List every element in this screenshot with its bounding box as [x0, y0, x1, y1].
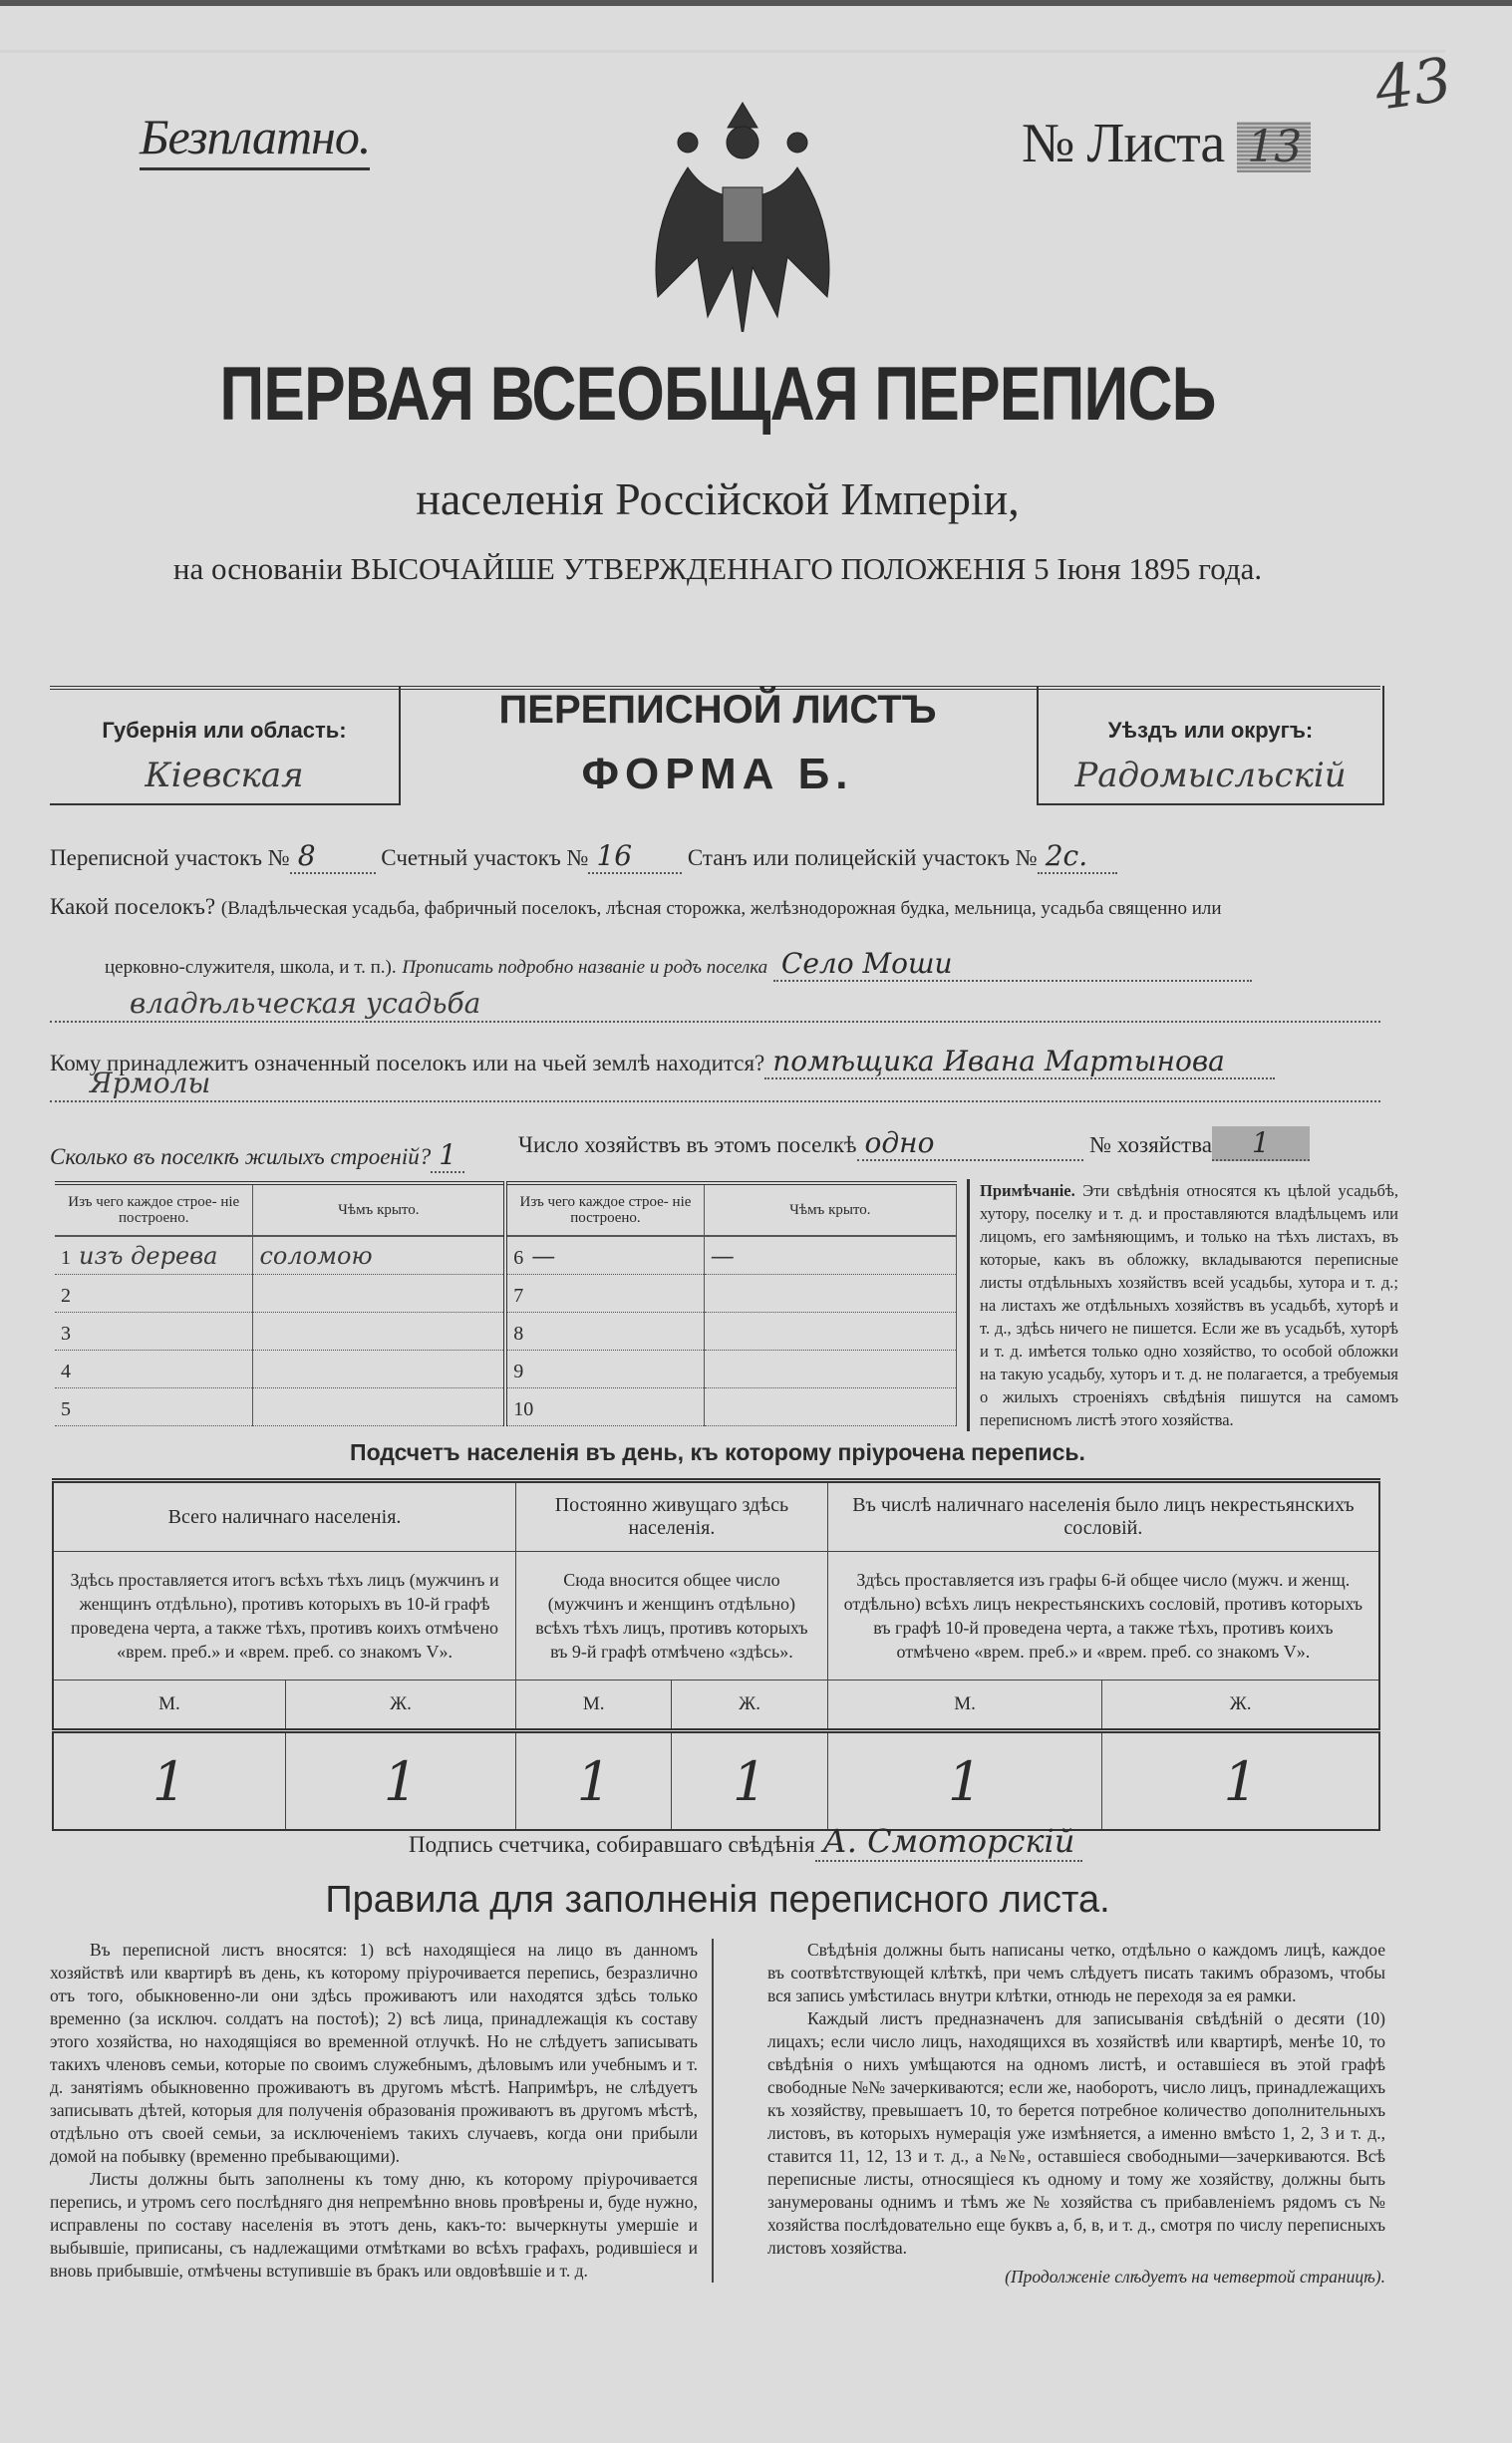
building-material-cell: [55, 1275, 253, 1313]
rules-paragraph: Каждый листъ предназначенъ для записыванія свѣдѣній о десяти (10) лицахъ; если число лицъ, находящихся въ хозяйствѣ или квартирѣ, менѣе 10, то свѣдѣнія о нихъ умѣщаются на одномъ листѣ, и оставшіеся въ этой графѣ свободные №№ зачеркиваются; если же, наоборотъ, число лицъ, принадлежащихъ къ хозяйству, превышаетъ 10, то берется потребное количество дополнительныхъ листовъ, въ которыхъ нумерація уже измѣняется, а именно вмѣсто 1, 2, 3 и т. д., ставится 11, 12, 13 и т. д., а №№, оставшіеся свободными—зачеркиваются. Всѣ переписные листы, относящіеся къ одному и тому же хозяйству, должны быть занумерованы однимъ и тѣмъ же № хозяйства съ прибавленіемъ рядомъ съ № хозяйства послѣдовательно еще буквъ а, б, в, и т. д., смотря по числу переписныхъ листовъ хозяйства.: [767, 2008, 1385, 2258]
building-roof-cell: [704, 1351, 956, 1388]
gubernia-cell: [50, 686, 401, 805]
owner-value: помѣщика Ивана Мартынова: [764, 1045, 1275, 1079]
rules-right-column: [767, 1939, 1385, 2289]
building-material-cell: [55, 1313, 253, 1351]
household-number-value: 1: [1212, 1126, 1310, 1161]
population-table: [52, 1478, 1380, 1831]
building-roof-cell: [253, 1388, 505, 1426]
cell-value: —: [710, 1241, 735, 1270]
building-material-cell: [55, 1388, 253, 1426]
owner-label: Кому принадлежитъ означенный поселокъ или на чьей землѣ находится?: [50, 1051, 765, 1075]
row-number: 2: [61, 1284, 71, 1307]
female-header: Ж.: [672, 1680, 827, 1731]
rules-left-column: [50, 1939, 714, 2283]
female-header: Ж.: [285, 1680, 515, 1731]
row-number: 5: [61, 1397, 71, 1420]
settlement-row-3: [50, 987, 1380, 1023]
non-peasant-population-title: Въ числѣ наличнаго населенія было лицъ некрестьянскихъ сословій.: [827, 1481, 1379, 1552]
row-number: 10: [513, 1397, 534, 1420]
police-district-value: 2с.: [1038, 839, 1117, 874]
permanent-population-title: Постоянно живущаго здѣсь населенія.: [516, 1481, 828, 1552]
building-roof-cell: [253, 1236, 505, 1275]
note-label: Примѣчаніе.: [980, 1181, 1075, 1200]
signature-row: [409, 1822, 1082, 1860]
col-roof-header-2: Чѣмъ крыто.: [704, 1183, 956, 1236]
rules-paragraph: Свѣдѣнія должны быть написаны четко, отдѣльно о каждомъ лицѣ, каждое въ соотвѣтствующей клѣткѣ, при чемъ слѣдуетъ писать такимъ образомъ, чтобы вся запись умѣстилась внутри клѣтки, отнюдь не переходя за ея рамки.: [767, 1940, 1385, 2005]
col-roof-header: Чѣмъ крыто.: [253, 1183, 505, 1236]
total-population-title: Всего наличнаго населенія.: [53, 1481, 516, 1552]
signature-value: А. Смоторскій: [815, 1822, 1083, 1862]
row-number: 1: [61, 1246, 71, 1269]
total-female-value: 1: [285, 1731, 515, 1831]
owner-value-2: Ярмолы: [90, 1067, 211, 1099]
note-text: Эти свѣдѣнія относятся къ цѣлой усадьбѣ, хутору, поселку и т. д. и проставляются владѣльцемъ или лицомъ, его замѣняющимъ, и только на тѣхъ листахъ, въ которые, какъ въ обложку, вкладываются переписные листы отдѣльныхъ хозяйствъ всей усадьбы, хутора и т. д.; на листахъ же отдѣльныхъ хозяйствъ въ усадьбѣ, хуторѣ и т. д., здѣсь ничего не пишется. Если же въ усадьбѣ, хуторѣ и т. д. имѣется только одно хозяйство, то особой обложки на такую усадьбу, хуторъ и т. д. не полагается, а требуемыя о жилыхъ строеніяхъ свѣдѣнія пишутся на самомъ переписномъ листѣ этого хозяйства.: [980, 1181, 1398, 1429]
non-peasant-female-value: 1: [1102, 1731, 1379, 1831]
building-material-cell: [55, 1236, 253, 1275]
col-material-header: Изъ чего каждое строе- ніе построено.: [55, 1183, 253, 1236]
district-row: [50, 839, 1117, 872]
rules-title: Правила для заполненія переписного листа.: [325, 1879, 1110, 1921]
non-peasant-male-value: 1: [827, 1731, 1102, 1831]
settlement-row: [50, 894, 1222, 920]
building-material-cell: [505, 1275, 704, 1313]
row-number: 9: [513, 1360, 524, 1382]
settlement-value: Село Моши: [773, 947, 1252, 982]
uezd-label: Уѣздъ или округъ:: [1107, 718, 1314, 743]
row-number: 4: [61, 1360, 71, 1382]
cell-value: —: [531, 1241, 556, 1270]
building-row: [55, 1313, 957, 1351]
count-district-label: Счетный участокъ №: [381, 845, 589, 870]
signature-label: Подпись счетчика, собиравшаго свѣдѣнія: [409, 1832, 815, 1857]
settlement-value-2: владѣльческая усадьба: [130, 987, 481, 1020]
building-roof-cell: [253, 1275, 505, 1313]
rules-paragraph: Въ переписной листъ вносятся: 1) всѣ находящіеся на лицо въ данномъ хозяйствѣ или квартирѣ въ день, къ которому пріурочивается перепись, безразлично отъ того, обыкновенно-ли они здѣсь проживаютъ или находятся здѣсь только временно (за исключ. солдатъ на постоѣ); 2) всѣ лица, принадлежащія къ составу этого хозяйства, но находящіяся во временной отлучкѣ. Но не слѣдуетъ записывать такихъ членовъ семьи, которые по своимъ служебнымъ, дѣловымъ или учебнымъ и т. д. занятіямъ обыкновенно проживаютъ въ другомъ мѣстѣ. Напримѣръ, не слѣдуетъ записывать дѣтей, которыя для полученія образованія проживаютъ въ другомъ мѣстѣ, отдѣльно отъ своей семьи, за исключеніемъ такихъ случаевъ, когда они прибыли домой на побывку (временно пребывающими).: [50, 1940, 698, 2166]
form-subtitle: ФОРМА Б.: [581, 750, 854, 798]
total-population-desc: Здѣсь проставляется итогъ всѣхъ тѣхъ лицъ (мужчинъ и женщинъ отдѣльно), противъ которыхъ въ 10-й графѣ проведена черта, а также тѣхъ, противъ коихъ отмѣчено «врем. преб.» и «врем. преб. со знакомъ V».: [53, 1552, 516, 1680]
buildings-row: [50, 1138, 464, 1171]
household-number-label: № хозяйства: [1089, 1132, 1212, 1157]
permanent-male-value: 1: [516, 1731, 672, 1831]
building-row: [55, 1388, 957, 1426]
sheet-number-value: 13: [1237, 122, 1311, 172]
gubernia-value: Кіевская: [145, 756, 304, 795]
building-row: [55, 1236, 957, 1275]
uezd-value: Радомысльскій: [1074, 756, 1347, 795]
permanent-female-value: 1: [672, 1731, 827, 1831]
settlement-instruction: Прописать подробно названіе и родъ поселка: [402, 957, 768, 978]
buildings-table: [55, 1181, 957, 1426]
building-roof-cell: [704, 1236, 956, 1275]
households-label: Число хозяйствъ въ этомъ поселкѣ: [518, 1132, 857, 1157]
count-district-value: 16: [588, 839, 682, 874]
settlement-row-2: [105, 947, 1380, 980]
settlement-label: Какой поселокъ?: [50, 894, 216, 919]
row-number: 6: [513, 1246, 524, 1269]
imperial-eagle-emblem-icon: [628, 98, 857, 332]
permanent-population-desc: Сюда вносится общее число (мужчинъ и женщинъ отдѣльно) всѣхъ тѣхъ лицъ, противъ которыхъ въ 9-й графѣ отмѣчено «здѣсь».: [516, 1552, 828, 1680]
settlement-hint: (Владѣльческая усадьба, фабричный поселокъ, лѣсная сторожка, желѣзнодорожная будка, мельница, усадьба священно или: [220, 898, 1222, 919]
rules-paragraph: Листы должны быть заполнены къ тому дню, къ которому пріурочивается перепись, и утромъ сего послѣдняго дня непремѣнно вновь провѣрены и, буде нужно, исправлены по составу населенія въ этотъ день, какъ-то: вычеркнуты умершіе и выбывшіе, приписаны, съ надлежащими отмѣтками во всѣхъ графахъ, родившіеся и вновь прибывшіе, отмѣчены вступившіе въ бракъ или овдовѣвшіе и т. д.: [50, 2169, 698, 2281]
document-title: ПЕРВАЯ ВСЕОБЩАЯ ПЕРЕПИСЬ: [219, 352, 1216, 437]
building-roof-cell: [253, 1313, 505, 1351]
archive-number: 43: [1370, 45, 1456, 125]
col-material-header-2: Изъ чего каждое строе- ніе построено.: [505, 1183, 704, 1236]
building-roof-cell: [253, 1351, 505, 1388]
total-male-value: 1: [53, 1731, 285, 1831]
owner-row-2: [50, 1067, 1380, 1102]
building-row: [55, 1275, 957, 1313]
households-value: одно: [857, 1126, 1084, 1161]
row-number: 7: [513, 1284, 524, 1307]
building-material-cell: [505, 1388, 704, 1426]
form-title: ПЕРЕПИСНОЙ ЛИСТЪ: [498, 688, 937, 732]
male-header: М.: [53, 1680, 285, 1731]
gubernia-label: Губернія или область:: [102, 718, 347, 743]
sheet-number: [1022, 112, 1311, 175]
building-material-cell: [505, 1236, 704, 1275]
building-roof-cell: [704, 1275, 956, 1313]
free-label: Безплатно.: [140, 108, 370, 170]
cell-value: изъ дерева: [79, 1241, 218, 1270]
households-row: [518, 1126, 1310, 1159]
buildings-count-value: 1: [431, 1138, 464, 1173]
uezd-cell: [1037, 686, 1384, 805]
scan-edge: [0, 0, 1512, 6]
census-district-label: Переписной участокъ №: [50, 845, 290, 870]
settlement-hint-2: церковно-служителя, школа, и т. п.).: [105, 957, 397, 978]
police-district-label: Станъ или полицейскій участокъ №: [687, 845, 1038, 870]
sheet-number-label: № Листа: [1022, 113, 1225, 174]
non-peasant-population-desc: Здѣсь проставляется изъ графы 6-й общее число (мужч. и женщ. отдѣльно) всѣхъ лицъ некрестьянскихъ сословій, противъ которыхъ въ графѣ 10-й проведена черта, а также тѣхъ, противъ коихъ отмѣчено «врем. преб.» и «врем. преб. со знакомъ V».: [827, 1552, 1379, 1680]
building-material-cell: [505, 1351, 704, 1388]
building-material-cell: [505, 1313, 704, 1351]
female-header: Ж.: [1102, 1680, 1379, 1731]
census-district-value: 8: [290, 839, 376, 874]
cell-value: соломою: [259, 1241, 373, 1270]
building-roof-cell: [704, 1313, 956, 1351]
document-subtitle: населенія Россійской Имперіи,: [416, 473, 1020, 524]
buildings-count-label: Сколько въ поселкѣ жилыхъ строеній?: [50, 1144, 432, 1169]
building-material-cell: [55, 1351, 253, 1388]
note: [967, 1179, 1398, 1431]
row-number: 8: [513, 1322, 524, 1345]
continued-note: (Продолженіе слѣдуетъ на четвертой страницѣ).: [1005, 2267, 1385, 2287]
male-header: М.: [516, 1680, 672, 1731]
male-header: М.: [827, 1680, 1102, 1731]
building-roof-cell: [704, 1388, 956, 1426]
building-row: [55, 1351, 957, 1388]
legal-basis: на основаніи ВЫСОЧАЙШЕ УТВЕРЖДЕННАГО ПОЛОЖЕНІЯ 5 Іюня 1895 года.: [172, 551, 1263, 586]
row-number: 3: [61, 1322, 71, 1345]
population-heading: Подсчетъ населенія въ день, къ которому пріурочена перепись.: [350, 1439, 1085, 1465]
